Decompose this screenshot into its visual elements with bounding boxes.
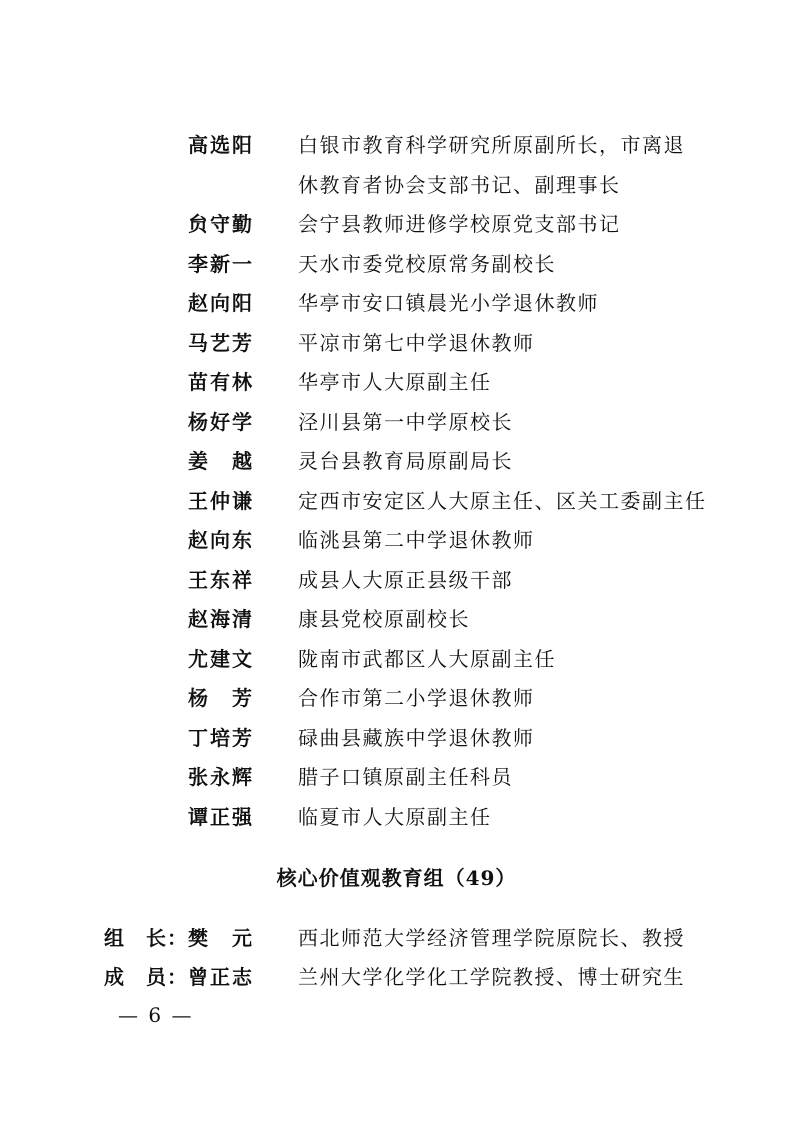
member-title: 临夏市人大原副主任 [298, 805, 492, 829]
leader-name: 樊 元 [188, 926, 254, 950]
member-title: 泾川县第一中学原校长 [298, 410, 513, 434]
member-title: 平凉市第七中学退休教师 [298, 331, 535, 355]
member-title: 白银市教育科学研究所原副所长，市离退 [298, 133, 685, 157]
member-name: 尤建文 [188, 647, 254, 671]
member-title: 华亭市安口镇晨光小学退休教师 [298, 291, 599, 315]
leader-label: 组 长： [104, 926, 188, 950]
member-title: 灵台县教育局原副局长 [298, 449, 513, 473]
member-title: 定西市安定区人大原主任、区关工委副主任 [298, 489, 707, 513]
member-name: 贠守勤 [188, 212, 254, 236]
page-number: — 6 — [118, 1003, 194, 1027]
member-name: 姜 越 [188, 449, 254, 473]
member-title-continued: 休教育者协会支部书记、副理事长 [298, 173, 621, 197]
member-name: 杨好学 [188, 410, 254, 434]
member-title: 天水市委党校原常务副校长 [298, 252, 556, 276]
member-title: 康县党校原副校长 [298, 607, 470, 631]
group-heading: 核心价值观教育组（49） [276, 866, 517, 890]
member-name: 谭正强 [188, 805, 254, 829]
member-name: 赵向东 [188, 528, 254, 552]
leader-title: 西北师范大学经济管理学院原院长、教授 [298, 926, 685, 950]
member-title: 临洮县第二中学退休教师 [298, 528, 535, 552]
member-title: 兰州大学化学化工学院教授、博士研究生 [298, 965, 685, 989]
member-title: 碌曲县藏族中学退休教师 [298, 726, 535, 750]
member-name: 赵海清 [188, 607, 254, 631]
member-name: 赵向阳 [188, 291, 254, 315]
member-name: 马艺芳 [188, 331, 254, 355]
member-title: 会宁县教师进修学校原党支部书记 [298, 212, 621, 236]
member-name: 张永辉 [188, 765, 254, 789]
member-name: 高选阳 [188, 133, 254, 157]
member-name: 杨 芳 [188, 686, 254, 710]
member-name: 丁培芳 [188, 726, 254, 750]
member-title: 陇南市武都区人大原副主任 [298, 647, 556, 671]
member-name: 苗有林 [188, 370, 254, 394]
member-name: 王东祥 [188, 568, 254, 592]
member-name: 李新一 [188, 252, 254, 276]
member-name: 王仲谦 [188, 489, 254, 513]
member-title: 腊子口镇原副主任科员 [298, 765, 513, 789]
member-title: 华亭市人大原副主任 [298, 370, 492, 394]
member-title: 合作市第二小学退休教师 [298, 686, 535, 710]
member-title: 成县人大原正县级干部 [298, 568, 513, 592]
member-label: 成 员： [104, 965, 188, 989]
member-name: 曾正志 [188, 965, 254, 989]
